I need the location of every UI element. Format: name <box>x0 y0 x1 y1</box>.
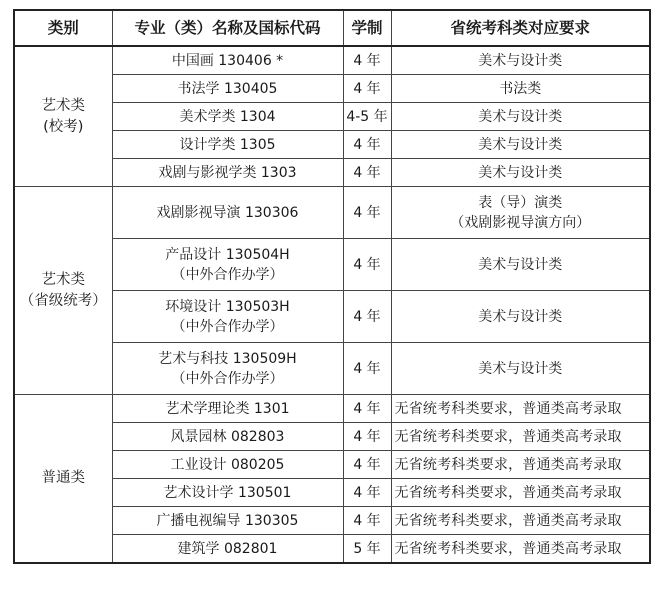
requirement-cell <box>391 535 650 564</box>
major-cell <box>112 291 343 343</box>
requirement-cell <box>391 75 650 103</box>
major-cell <box>112 451 343 479</box>
category-cell <box>14 46 112 187</box>
major-cell <box>112 187 343 239</box>
major-line: 中国画 130406 * <box>171 52 284 69</box>
requirement-cell <box>391 507 650 535</box>
major-line: 书法学 130405 <box>177 80 278 97</box>
category-line: (校考) <box>43 118 84 135</box>
requirement-cell <box>391 103 650 131</box>
requirement-line: 美术与设计类 <box>478 360 563 377</box>
requirement-line: 书法类 <box>499 80 542 97</box>
header-row <box>14 10 650 46</box>
requirement-cell <box>391 187 650 239</box>
duration-cell: 4 年 <box>343 423 391 451</box>
table-body <box>14 46 650 563</box>
duration-cell: 4 年 <box>343 46 391 75</box>
major-line: （中外合作办学） <box>171 266 284 283</box>
requirement-line: 美术与设计类 <box>478 308 563 325</box>
major-line: （中外合作办学） <box>171 318 284 335</box>
requirement-line: 无省统考科类要求，普通类高考录取 <box>394 512 622 529</box>
requirement-line: 无省统考科类要求，普通类高考录取 <box>394 400 622 417</box>
duration-cell: 4-5 年 <box>343 103 391 131</box>
major-line: 产品设计 130504H <box>165 246 290 263</box>
requirement-line: 无省统考科类要求，普通类高考录取 <box>394 540 622 557</box>
duration-cell: 4 年 <box>343 75 391 103</box>
header-duration: 学制 <box>343 10 391 46</box>
major-line: 美术学类 1304 <box>179 108 276 125</box>
duration-cell: 4 年 <box>343 187 391 239</box>
major-cell <box>112 46 343 75</box>
requirement-line: 美术与设计类 <box>478 256 563 273</box>
requirement-line: 美术与设计类 <box>478 136 563 153</box>
requirement-cell <box>391 451 650 479</box>
category-line: （省级统考） <box>19 292 107 309</box>
requirement-cell <box>391 423 650 451</box>
requirement-line: 无省统考科类要求，普通类高考录取 <box>394 456 622 473</box>
table-row <box>14 46 650 75</box>
duration-cell: 4 年 <box>343 291 391 343</box>
table-row <box>14 187 650 239</box>
major-cell <box>112 343 343 395</box>
category-line: 艺术类 <box>41 97 85 114</box>
header-major: 专业（类）名称及国标代码 <box>112 10 343 46</box>
requirement-line: 表（导）演类 <box>478 194 563 211</box>
major-line: 艺术设计学 130501 <box>163 484 292 501</box>
category-line: 普通类 <box>41 470 85 486</box>
requirement-cell <box>391 395 650 423</box>
major-cell <box>112 103 343 131</box>
category-cell <box>14 395 112 564</box>
requirement-line: （戏剧影视导演方向） <box>450 214 591 231</box>
duration-cell: 4 年 <box>343 395 391 423</box>
duration-cell: 4 年 <box>343 507 391 535</box>
duration-cell: 4 年 <box>343 239 391 291</box>
duration-cell: 5 年 <box>343 535 391 564</box>
major-cell <box>112 535 343 564</box>
major-cell <box>112 507 343 535</box>
duration-cell: 4 年 <box>343 159 391 187</box>
major-line: （中外合作办学） <box>171 370 284 387</box>
major-line: 戏剧与影视学类 1303 <box>158 164 297 181</box>
category-line: 艺术类 <box>41 271 85 288</box>
requirement-line: 无省统考科类要求，普通类高考录取 <box>394 428 622 445</box>
requirement-cell <box>391 239 650 291</box>
requirement-line: 美术与设计类 <box>478 164 563 181</box>
requirement-cell <box>391 159 650 187</box>
majors-table <box>13 9 651 564</box>
duration-cell: 4 年 <box>343 131 391 159</box>
duration-cell: 4 年 <box>343 451 391 479</box>
category-cell <box>14 187 112 395</box>
major-line: 环境设计 130503H <box>165 298 290 315</box>
major-line: 工业设计 080205 <box>170 456 285 473</box>
major-line: 风景园林 082803 <box>170 428 285 445</box>
requirement-cell <box>391 479 650 507</box>
requirement-line: 无省统考科类要求，普通类高考录取 <box>394 484 622 501</box>
duration-cell: 4 年 <box>343 479 391 507</box>
major-cell <box>112 395 343 423</box>
requirement-line: 美术与设计类 <box>478 108 563 125</box>
header-requirement: 省统考科类对应要求 <box>391 10 650 46</box>
major-line: 建筑学 082801 <box>177 540 278 557</box>
requirement-line: 美术与设计类 <box>478 52 563 69</box>
major-cell <box>112 75 343 103</box>
header-category: 类别 <box>14 10 112 46</box>
major-line: 设计学类 1305 <box>179 136 276 153</box>
duration-cell: 4 年 <box>343 343 391 395</box>
major-line: 戏剧影视导演 130306 <box>156 204 299 221</box>
major-line: 艺术与科技 130509H <box>158 350 297 367</box>
major-line: 艺术学理论类 1301 <box>165 400 290 417</box>
requirement-cell <box>391 343 650 395</box>
table-row <box>14 395 650 423</box>
major-line: 广播电视编导 130305 <box>156 512 299 529</box>
major-cell <box>112 239 343 291</box>
major-cell <box>112 159 343 187</box>
major-cell <box>112 423 343 451</box>
major-cell <box>112 131 343 159</box>
major-cell <box>112 479 343 507</box>
requirement-cell <box>391 46 650 75</box>
requirement-cell <box>391 291 650 343</box>
requirement-cell <box>391 131 650 159</box>
